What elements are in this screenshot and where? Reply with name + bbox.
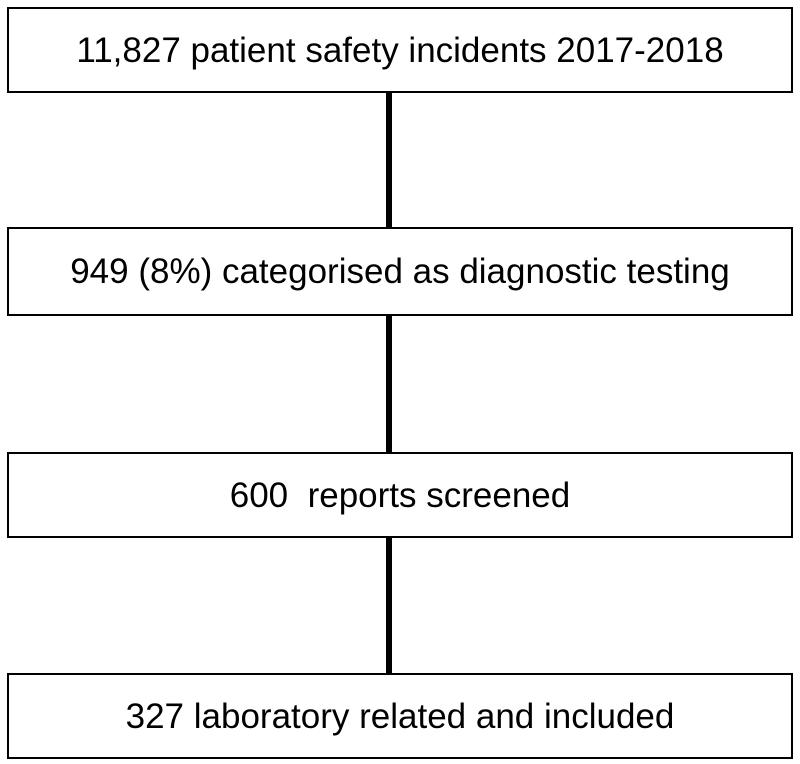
flow-step-included xyxy=(7,673,793,759)
flow-step-screened xyxy=(7,452,793,538)
flow-step-label: 600 reports screened xyxy=(229,475,571,515)
flow-step-label: 949 (8%) categorised as diagnostic testing xyxy=(70,252,730,291)
flow-step-diagnostic-testing xyxy=(7,227,793,316)
flow-step-label: 327 laboratory related and included xyxy=(125,696,675,736)
connector-line xyxy=(386,93,392,227)
connector-line xyxy=(386,316,392,452)
flow-step-label: 11,827 patient safety incidents 2017-2018 xyxy=(76,30,724,70)
connector-line xyxy=(386,538,392,673)
flow-step-incidents xyxy=(7,7,793,93)
